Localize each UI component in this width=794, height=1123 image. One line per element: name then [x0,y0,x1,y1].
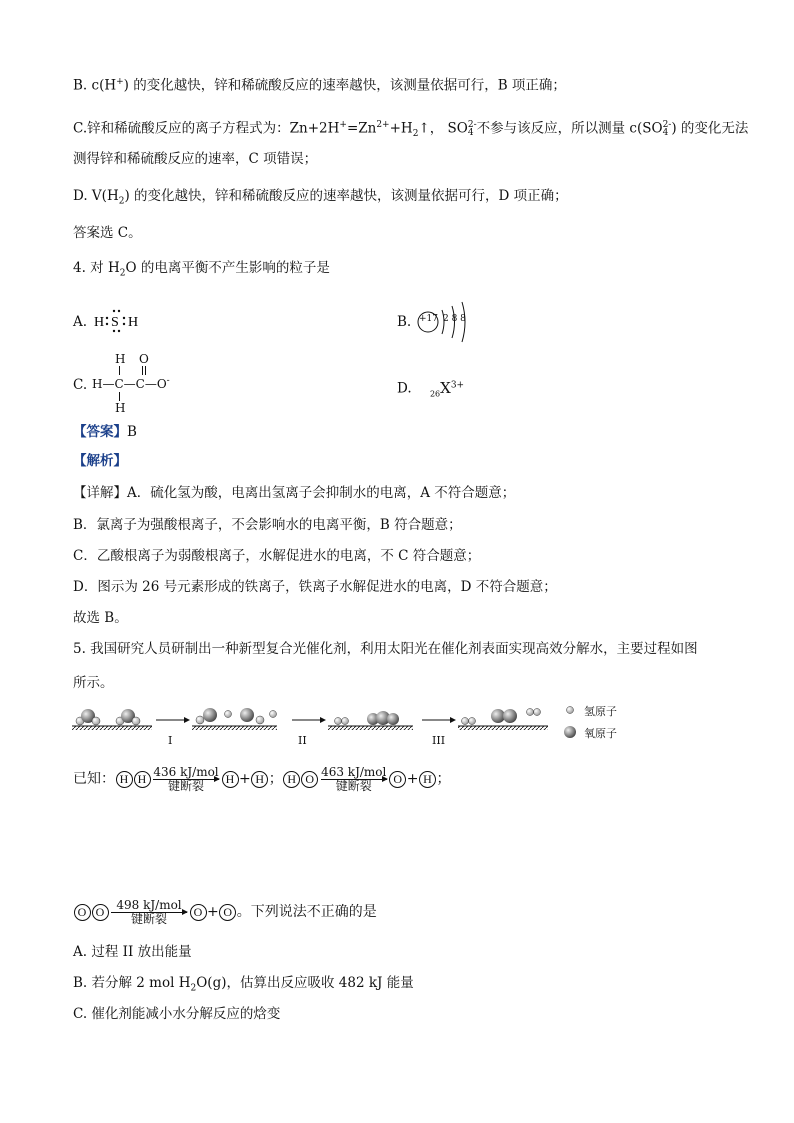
legend-oxygen: 氧原子 [584,727,617,740]
q4-option-b [397,313,411,331]
svg-text:H: H [94,315,105,330]
energy-value: 498 kJ/mol [116,897,182,912]
text: 4. 对 H [73,260,120,276]
h-atom: H [283,771,300,788]
superscript: 2+ [376,120,390,130]
electron-shells: 2 8 8 [443,314,466,324]
step-label-1: I [168,734,173,747]
bond-break-label: 键断裂 [130,911,167,926]
subscript: 2 [118,196,125,207]
question-tail: 。下列说法不正确的是 [236,904,377,920]
superscript: + [116,77,124,87]
h2s-dots [94,306,144,336]
option-c-explanation [73,116,748,143]
water-splitting-process-diagram [70,700,630,752]
h2s-electron-formula [94,306,144,340]
bond-energy-line [73,764,450,794]
subscript: 2 [190,983,197,994]
element-symbol: X [440,378,451,397]
o-atom: O [301,771,318,788]
detail-b: B．氯离子为强酸根离子，不会影响水的电离平衡，B 符合题意； [73,517,462,533]
h-atom: H [251,771,268,788]
text: B. 若分解 2 mol H [73,975,191,991]
text: +H [389,120,413,137]
q5-option-c: C. 催化剂能减小水分解反应的焓变 [73,1006,281,1022]
answer-label: 【答案】 [73,424,127,440]
arrow-line [111,912,187,913]
text: D. V(H [73,188,119,204]
known-label: 已知： [73,771,115,787]
q4-option-d [397,376,464,403]
step-label-3: III [432,734,446,747]
question-4-stem [73,259,330,283]
svg-text:H: H [128,315,139,330]
text: B. c(H [73,77,117,94]
superscript: 3+ [450,380,465,390]
plus: + [207,904,219,920]
detail-d: D．图示为 26 号元素形成的铁离子，铁离子水解促进水的电离，D 不符合题意； [73,579,557,595]
sulfate-charge [468,121,477,137]
nucleus-charge: +17 [419,314,438,324]
superscript: - [166,376,170,386]
analysis-label [73,452,127,470]
ho-bond-arrow [321,766,387,793]
q5-option-a: A. 过程 II 放出能量 [73,944,192,960]
energy-value: 463 kJ/mol [321,764,387,779]
option-c-explanation-cont: 测得锌和稀硫酸反应的速率，C 项错误； [73,151,318,167]
o-atom: O [74,904,91,921]
energy-value: 436 kJ/mol [153,764,219,779]
superscript: 2- [662,120,672,130]
detail-a [73,484,515,502]
option-letter: A. [73,314,88,330]
o-atom: O [190,904,207,921]
bond-vertical [119,366,120,375]
text: =Zn [346,120,377,137]
text: O(g)，估算出反应吸收 482 kJ 能量 [196,975,414,991]
answer [73,423,137,441]
subscript: 2 [412,129,419,140]
atom-h: H [115,352,126,366]
bond-break-label: 键断裂 [335,778,372,793]
legend-hydrogen: 氢原子 [584,705,617,718]
q5-option-b [73,974,414,998]
h-atom: H [222,771,239,788]
h-atom: H [419,771,436,788]
subscript: 4 [662,128,669,138]
text: C.锌和稀硫酸反应的离子方程式为：Zn+2H [73,120,340,137]
detail-label: 【详解】 [73,485,127,501]
process-diagram-svg [70,700,630,752]
text: O 的电离平衡不产生影响的粒子是 [125,260,330,276]
h-atom: H [116,771,133,788]
h-atom: H [134,771,151,788]
text: ) 的变化越快，锌和稀硫酸反应的速率越快，该测量依据可行，B 项正确； [123,77,566,94]
bond-break-label: 键断裂 [167,778,204,793]
plus: + [406,771,419,787]
subscript: 2 [119,268,126,279]
option-b-explanation [73,73,566,95]
hh-bond-arrow [153,766,219,793]
double-bond [142,366,146,375]
atom-h: H [115,401,126,415]
bond-vertical [119,392,120,401]
option-letter: B. [397,314,412,330]
option-letter: C. [73,377,88,393]
subscript: 26 [429,389,441,399]
arrow-line [153,779,219,780]
arrow-line [321,779,387,780]
question-5-stem: 5. 我国研究人员研制出一种新型复合光催化剂，利用太阳光在催化剂表面实现高效分解水，主要过程如图 [73,641,698,657]
acetate-main-chain [92,376,170,391]
o-atom: O [389,771,406,788]
plus: + [239,771,251,787]
subscript: 4 [467,128,474,138]
text: 不参与该反应，所以测量 c(SO [476,120,663,137]
answer-c: 答案选 C。 [73,225,142,241]
option-d-explanation [73,187,568,211]
text: ) 的变化越快，锌和稀硫酸反应的速率越快，该测量依据可行，D 项正确； [124,188,568,204]
o-atom: O [92,904,109,921]
text: H—C—C—O [92,377,167,391]
oo-bond-arrow [111,899,187,926]
text: ) 的变化无法 [671,120,749,137]
conclusion: 故选 B。 [73,610,128,626]
superscript: 2- [467,120,477,130]
q4-option-c [73,376,87,394]
oo-bond-line [73,897,377,927]
text: ↑， SO [418,120,468,137]
answer-value: B [127,424,137,440]
semicolon: ； [436,771,451,787]
q4-option-a [73,313,87,331]
chloride-ion-structure [417,300,477,349]
step-label-2: II [298,734,307,747]
o-atom: O [219,904,236,921]
option-letter: D. [397,380,412,397]
semicolon: ； [268,771,283,787]
svg-text:S: S [111,315,119,330]
analysis-label-text: 【解析】 [73,453,127,469]
detail-c: C．乙酸根离子为弱酸根离子，水解促进水的电离，不 C 符合题意； [73,548,481,564]
superscript: + [339,120,347,130]
question-5-stem-cont: 所示。 [73,675,114,691]
atom-o: O [139,352,149,366]
text: A．硫化氢为酸，电离出氢离子会抑制水的电离，A 不符合题意； [127,485,516,501]
